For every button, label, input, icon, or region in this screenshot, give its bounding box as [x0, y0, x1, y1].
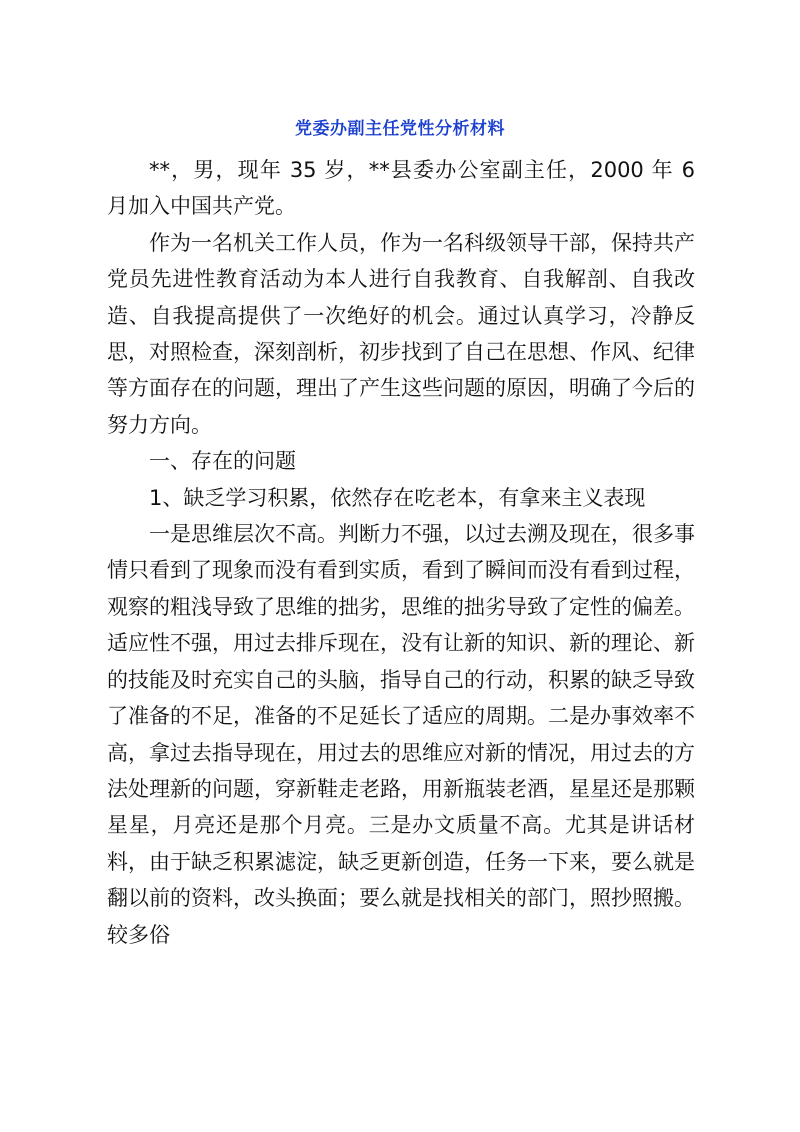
- paragraph-introduction: 作为一名机关工作人员，作为一名科级领导干部，保持共产党员先进性教育活动为本人进行自我教育、自我解剖、自我改造、自我提高提供了一次绝好的机会。通过认真学习，冷静反思，对照检查，深刻剖析，初步找到了自己在思想、作风、纪律等方面存在的问题，理出了产生这些问题的原因，明确了今后的努力方向。: [107, 230, 695, 437]
- document-title: 党委办副主任党性分析材料: [295, 119, 505, 139]
- paragraph-personal-info: **，男，现年 35 岁，**县委办公室副主任，2000 年 6 月加入中国共产党。: [107, 158, 695, 219]
- section-heading: 一、存在的问题: [149, 449, 296, 474]
- paragraph-analysis: 一是思维层次不高。判断力不强，以过去溯及现在，很多事情只看到了现象而没有看到实质，看到了瞬间而没有看到过程，观察的粗浅导致了思维的拙劣，思维的拙劣导致了定性的偏差。适应性不强，用过去排斥现在，没有让新的知识、新的理论、新的技能及时充实自己的头脑，指导自己的行动，积累的缺乏导致了准备的不足，准备的不足延长了适应的周期。二是办事效率不高，拿过去指导现在，用过去的思维应对新的情况，用过去的方法处理新的问题，穿新鞋走老路，用新瓶装老酒，星星还是那颗星星，月亮还是那个月亮。三是办文质量不高。尤其是讲话材料，由于缺乏积累滤淀，缺乏更新创造，任务一下来，要么就是翻以前的资料，改头换面；要么就是找相关的部门，照抄照搬。较多俗: [107, 522, 695, 947]
- subsection-heading: 1、缺乏学习积累，依然存在吃老本，有拿来主义表现: [149, 485, 646, 510]
- document-body: [107, 152, 695, 953]
